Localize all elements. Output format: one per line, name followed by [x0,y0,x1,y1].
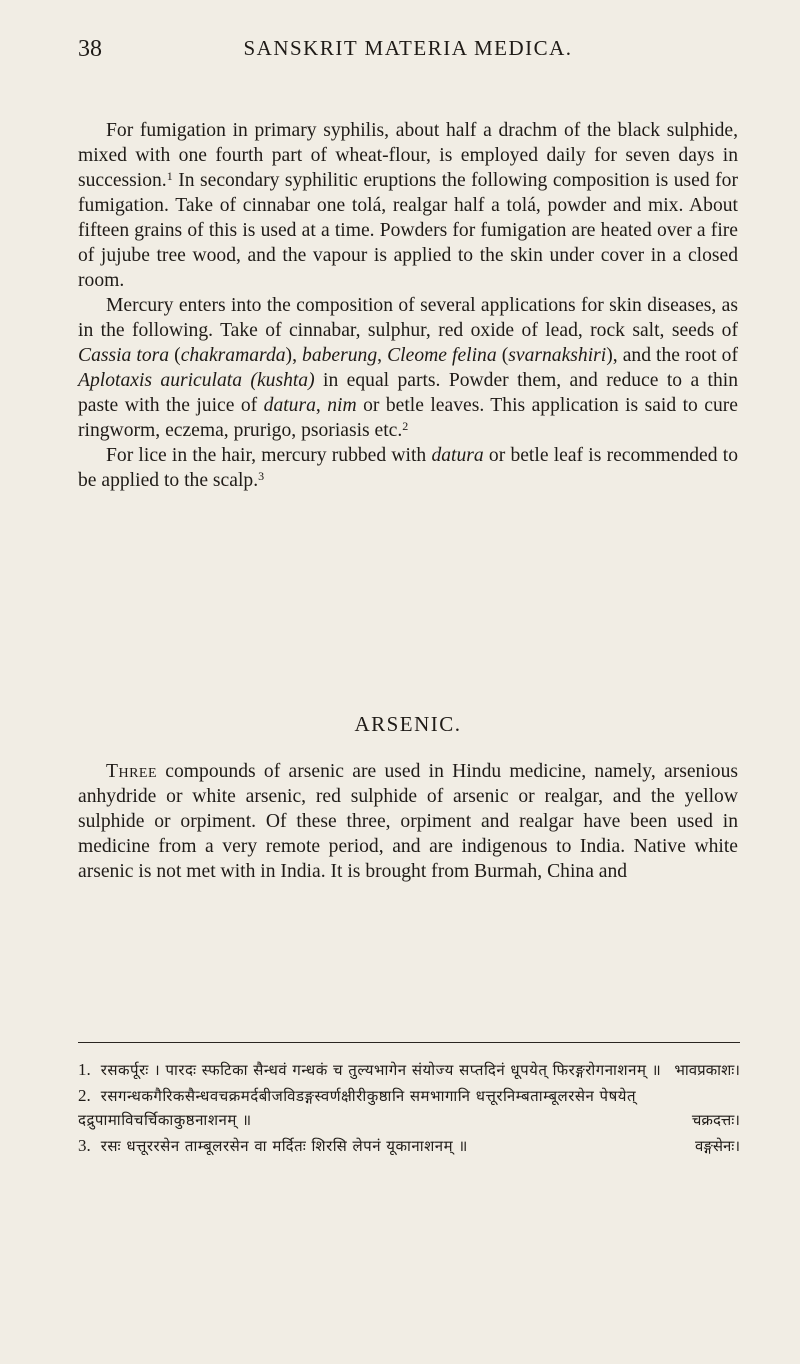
italic-term: baberung [302,345,378,366]
italic-term: Cleome felina [387,345,497,366]
footnote-ref[interactable]: 3 [258,469,265,483]
text-run: ), [285,345,303,366]
footnote-text: रसकर्पूरः । पारदः स्फटिका सैन्धवं गन्धकं च तुल्यभागेन संयोज्य सप्तदिनं धूपयेत् फिरङ्गरोगनाशनम् ॥ [100,1061,662,1079]
footnote-divider [78,1042,740,1043]
section-text [78,759,738,884]
footnotes [78,1058,740,1160]
text-run: ( [169,345,181,366]
main-text [78,118,738,493]
text-run: For lice in the hair, mercury rubbed with [106,445,432,466]
footnote-text: रसगन्धकगैरिकसैन्धवचक्रमर्दबीजविडङ्गस्वर्णक्षीरीकुष्ठानि समभागानि धत्तूरनिम्बताम्बूलरसेन पेषयेत् दद्रुपामाविचर्चिकाकुष्ठनाशनम् ॥ [78,1087,636,1129]
footnote-ref[interactable]: 2 [402,419,409,433]
paragraph-fumigation [78,118,738,293]
text-run: , [377,345,388,366]
footnote-source: चक्रदत्तः। [691,1111,740,1129]
text-run: or betle leaf is recommended to be applied to the scalp. [78,445,738,491]
italic-term: svarnakshiri [508,345,607,366]
footnote-source: भावप्रकाशः। [674,1061,740,1079]
italic-term: Aplotaxis auriculata (kushta) [78,370,315,391]
footnote-text: रसः धत्तूररसेन ताम्बूलरसेन वा मर्दितः शिरसि लेपनं यूकानाशनम् ॥ [100,1137,468,1155]
paragraph-skin-applications [78,293,738,443]
text-run: Mercury enters into the composition of several applications for skin diseases, as in the following. Take of cinnabar, sulphur, red oxide of lead, rock salt, seeds of [78,295,738,341]
text-run: or betle leaves. This application is said to cure ringworm, eczema, prurigo, psoriasis etc. [78,395,738,441]
italic-term: nim [327,395,357,416]
text-run: ), and the root of [606,345,738,366]
italic-term: chakramarda [180,345,286,366]
section-heading: ARSENIC. [354,712,462,736]
text-run: in equal parts. Powder them, and reduce to a thin paste with the juice of [78,370,739,416]
footnote-ref[interactable]: 1 [166,169,173,183]
text-run: compounds of arsenic are used in Hindu medicine, namely, arsenious anhydride or white arsenic, red sulphide of arsenic or realgar, and the yellow sulphide or orpiment. Of these three, orpiment and realgar have been used in medicine from a very remote period, and are indigenous to India. Native white arsenic is not met with in India. It is brought from Burmah, China and [78,761,738,882]
footnote-number: 3. [78,1136,91,1155]
text-run: ( [496,345,509,366]
lead-word: Three [106,761,158,782]
footnote-2 [78,1084,740,1132]
text-run: For fumigation in primary syphilis, about half a drachm of the black sulphide, mixed with one fourth part of wheat-flour, is employed daily for seven days in succession. [78,120,738,191]
running-head: SANSKRIT MATERIA MEDICA. [243,36,573,60]
paragraph-lice [78,443,738,493]
italic-term: datura [263,395,316,416]
italic-term: Cassia tora [78,345,170,366]
footnote-1 [78,1058,740,1082]
italic-term: datura [431,445,484,466]
footnote-3 [78,1134,740,1158]
page-number: 38 [78,36,102,62]
page-header [78,36,738,76]
footnote-number: 2. [78,1086,91,1105]
paragraph-arsenic [78,759,738,884]
text-run: In secondary syphilitic eruptions the following composition is used for fumigation. Take of cinnabar one tolá, realgar half a tolá, powder and mix. About fifteen grains of this is used at a time. Powders for fumigation are heated over a fire of jujube tree wood, and the vapour is applied to the skin under cover in a closed room. [78,170,738,291]
text-run: , [315,395,328,416]
footnote-number: 1. [78,1060,91,1079]
footnote-source: वङ्गसेनः। [694,1137,740,1155]
